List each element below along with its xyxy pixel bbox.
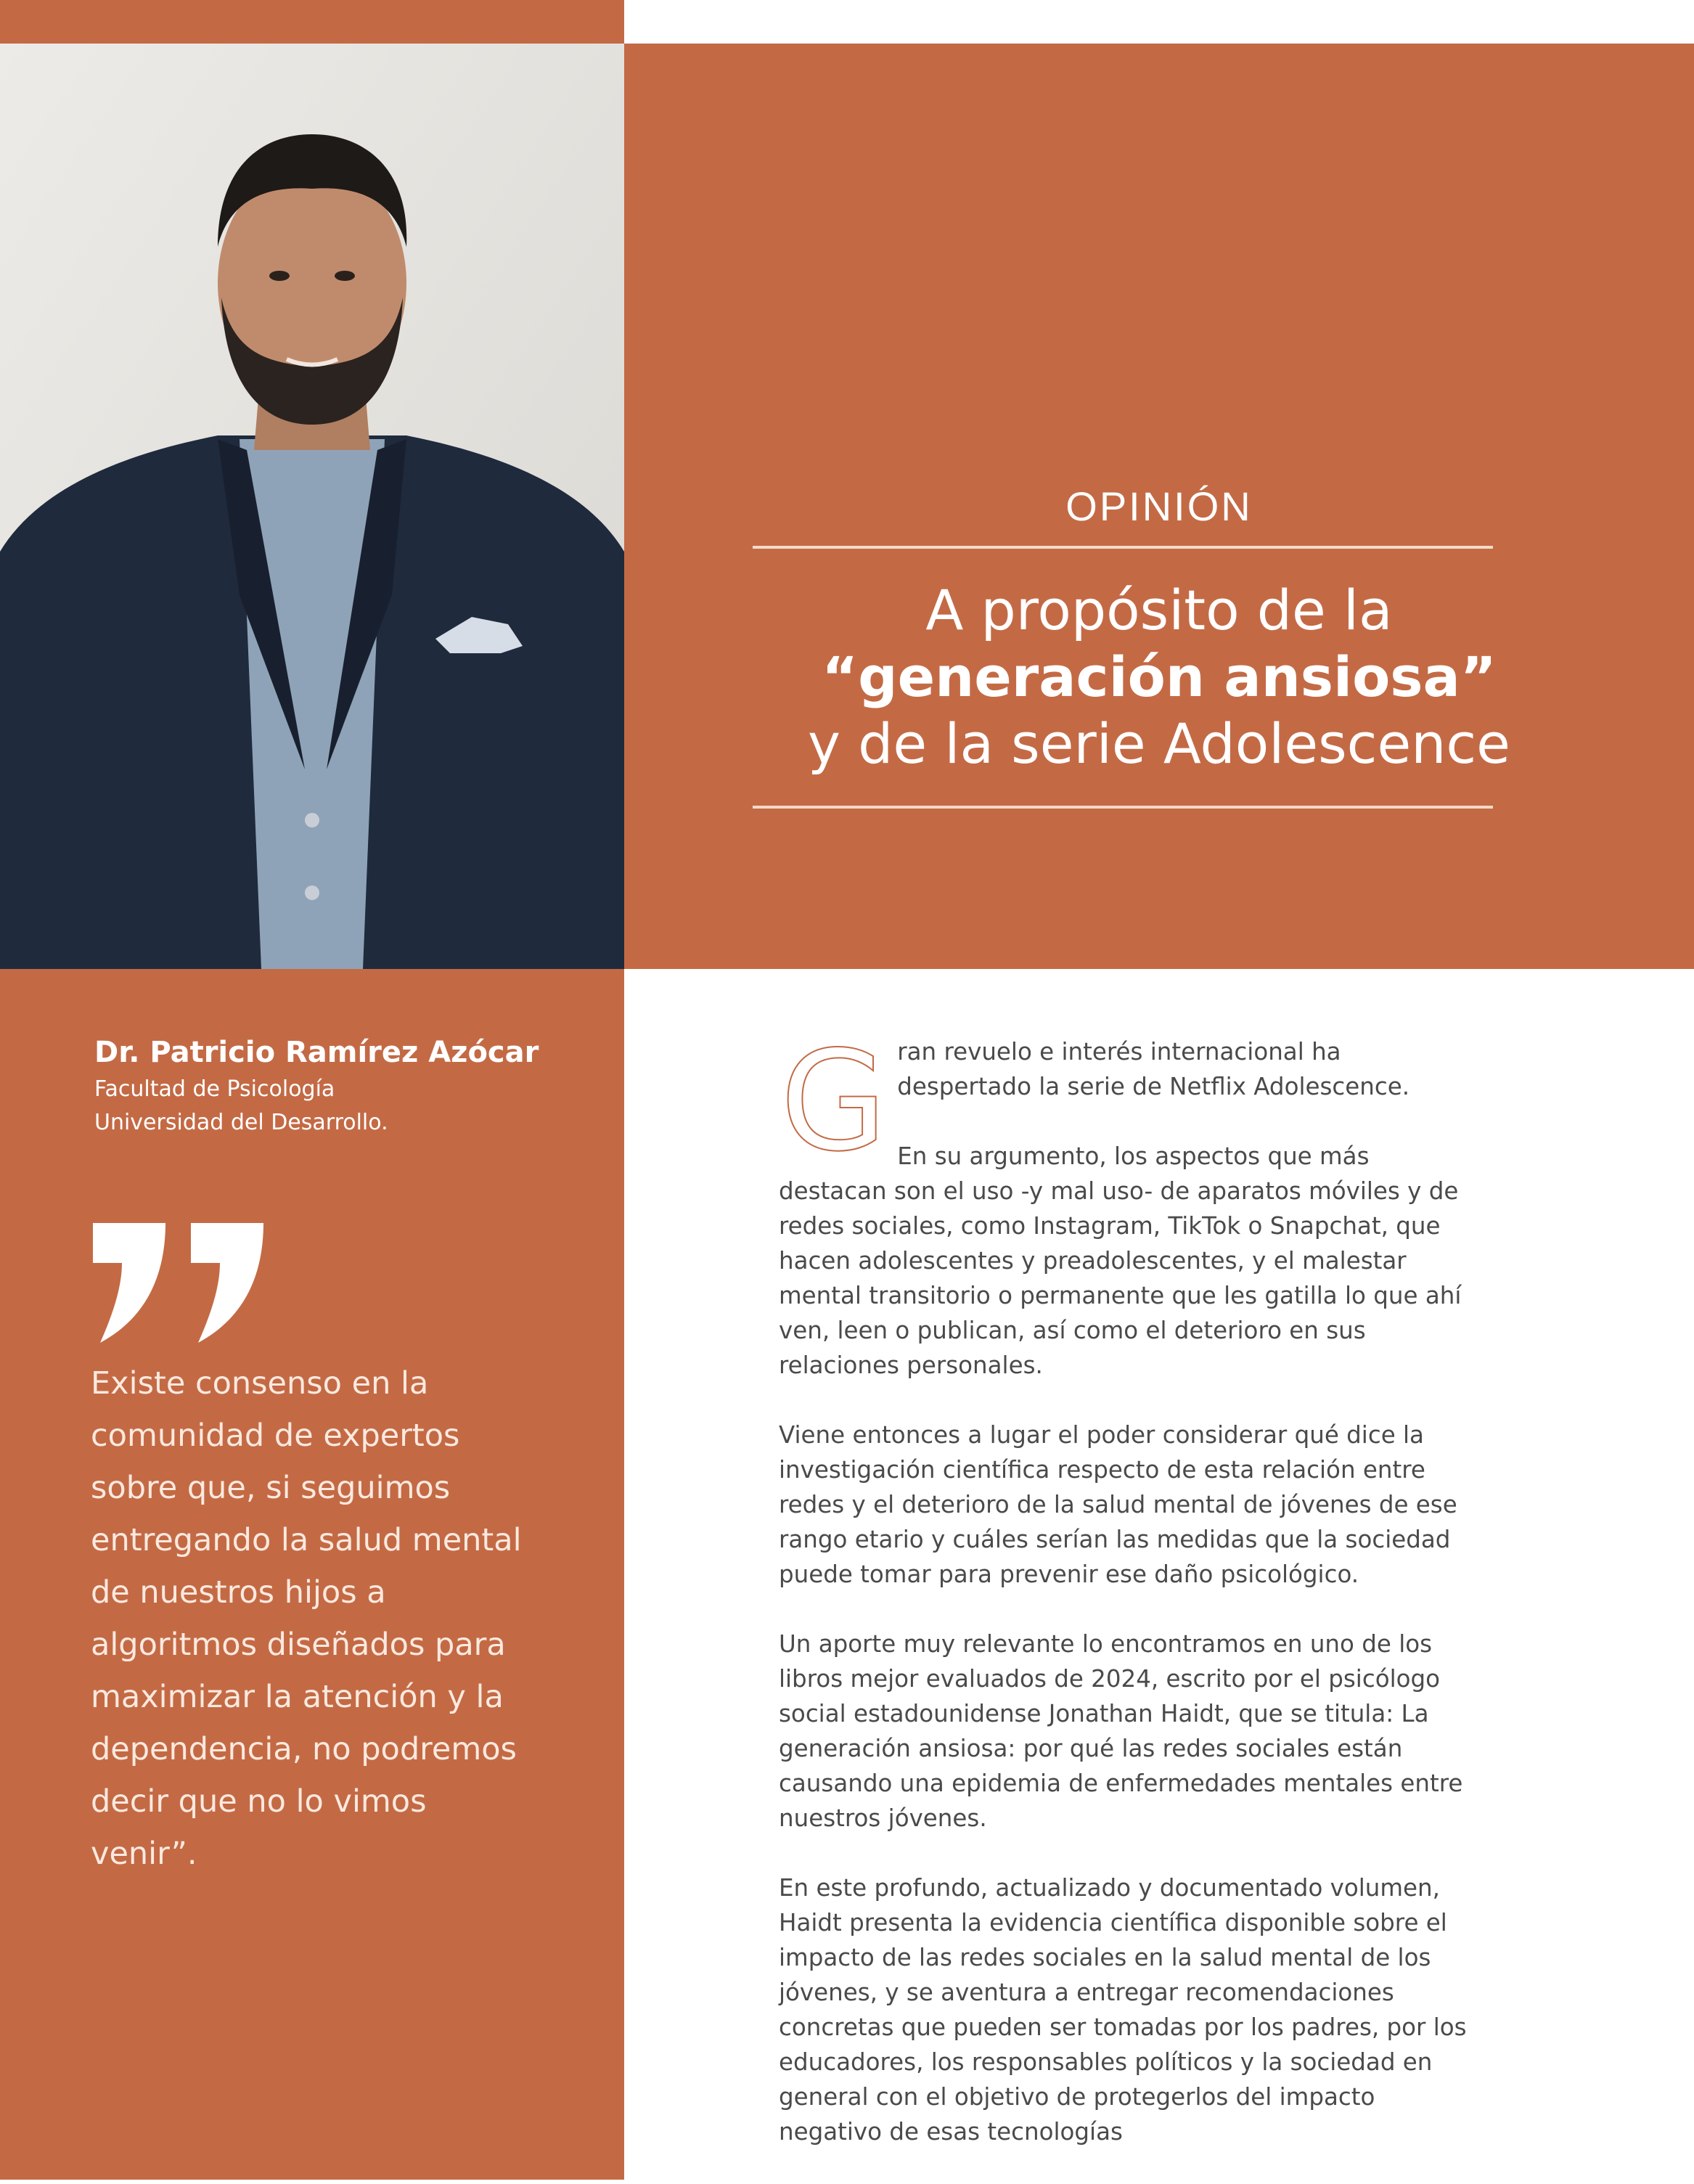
quote-marks-icon bbox=[93, 1223, 267, 1343]
paragraph-5: En este profundo, actualizado y documentado volumen, Haidt presenta la evidencia científica disponible sobre el impacto de las redes sociales en la salud mental de los jóvenes, y se aventura a entregar recomendaciones concretas que pueden ser tomadas por los padres, por los educadores, los responsables políticos y la sociedad en general con el objetivo de protegerlos del impacto negativo de esas tecnologías bbox=[779, 1874, 1467, 2146]
author-affiliation-faculty: Facultad de Psicología bbox=[94, 1076, 335, 1102]
headline-line-1: A propósito de la bbox=[925, 578, 1393, 642]
section-label: OPINIÓN bbox=[1065, 483, 1253, 529]
article-headline bbox=[624, 577, 1694, 777]
title-panel bbox=[624, 44, 1694, 969]
author-affiliation-university: Universidad del Desarrollo. bbox=[94, 1110, 388, 1135]
paragraph-3: Viene entonces a lugar el poder considerar qué dice la investigación científica respecto de esta relación entre redes y el deterioro de la salud mental de jóvenes de ese rango etario y cuáles serían las medidas que la sociedad puede tomar para prevenir ese daño psicológico. bbox=[779, 1421, 1457, 1588]
title-rule-bottom bbox=[753, 806, 1493, 809]
author-portrait-illustration bbox=[0, 44, 624, 969]
paragraph-1-text: ran revuelo e interés internacional ha despertado la serie de Netflix Adolescence. bbox=[897, 1038, 1410, 1100]
paragraph-1 bbox=[779, 1021, 1476, 1182]
pull-quote: Existe consenso en la comunidad de expertos sobre que, si seguimos entregando la salud mental de nuestros hijos a algoritmos diseñados para maximizar la atención y la dependencia, no podremos decir que no lo vimos venir”. bbox=[91, 1365, 522, 1872]
headline-line-3: y de la serie Adolescence bbox=[808, 711, 1510, 776]
paragraph-4: Un aporte muy relevante lo encontramos en uno de los libros mejor evaluados de 2024, escrito por el psicólogo social estadounidense Jonathan Haidt, que se titula: La generación ansiosa: por qué las redes sociales están causando una epidemia de enfermedades mentales entre nuestros jóvenes. bbox=[779, 1630, 1463, 1832]
title-rule-top bbox=[753, 546, 1493, 549]
author-photo bbox=[0, 44, 624, 969]
paragraph-2: En su argumento, los aspectos que más destacan son el uso -y mal uso- de aparatos móviles y de redes sociales, como Instagram, TikTok o Snapchat, que hacen adolescentes y preadolescentes, y el malestar mental transitorio o permanente que les gatilla lo que ahí ven, leen o publican, así como el deterioro en sus relaciones personales. bbox=[779, 1142, 1462, 1379]
article-body bbox=[779, 1021, 1476, 2184]
drop-cap: G bbox=[780, 1021, 888, 1182]
author-name: Dr. Patricio Ramírez Azócar bbox=[94, 1036, 539, 1069]
headline-line-2: “generación ansiosa” bbox=[822, 645, 1497, 709]
author-block bbox=[94, 1032, 539, 1140]
